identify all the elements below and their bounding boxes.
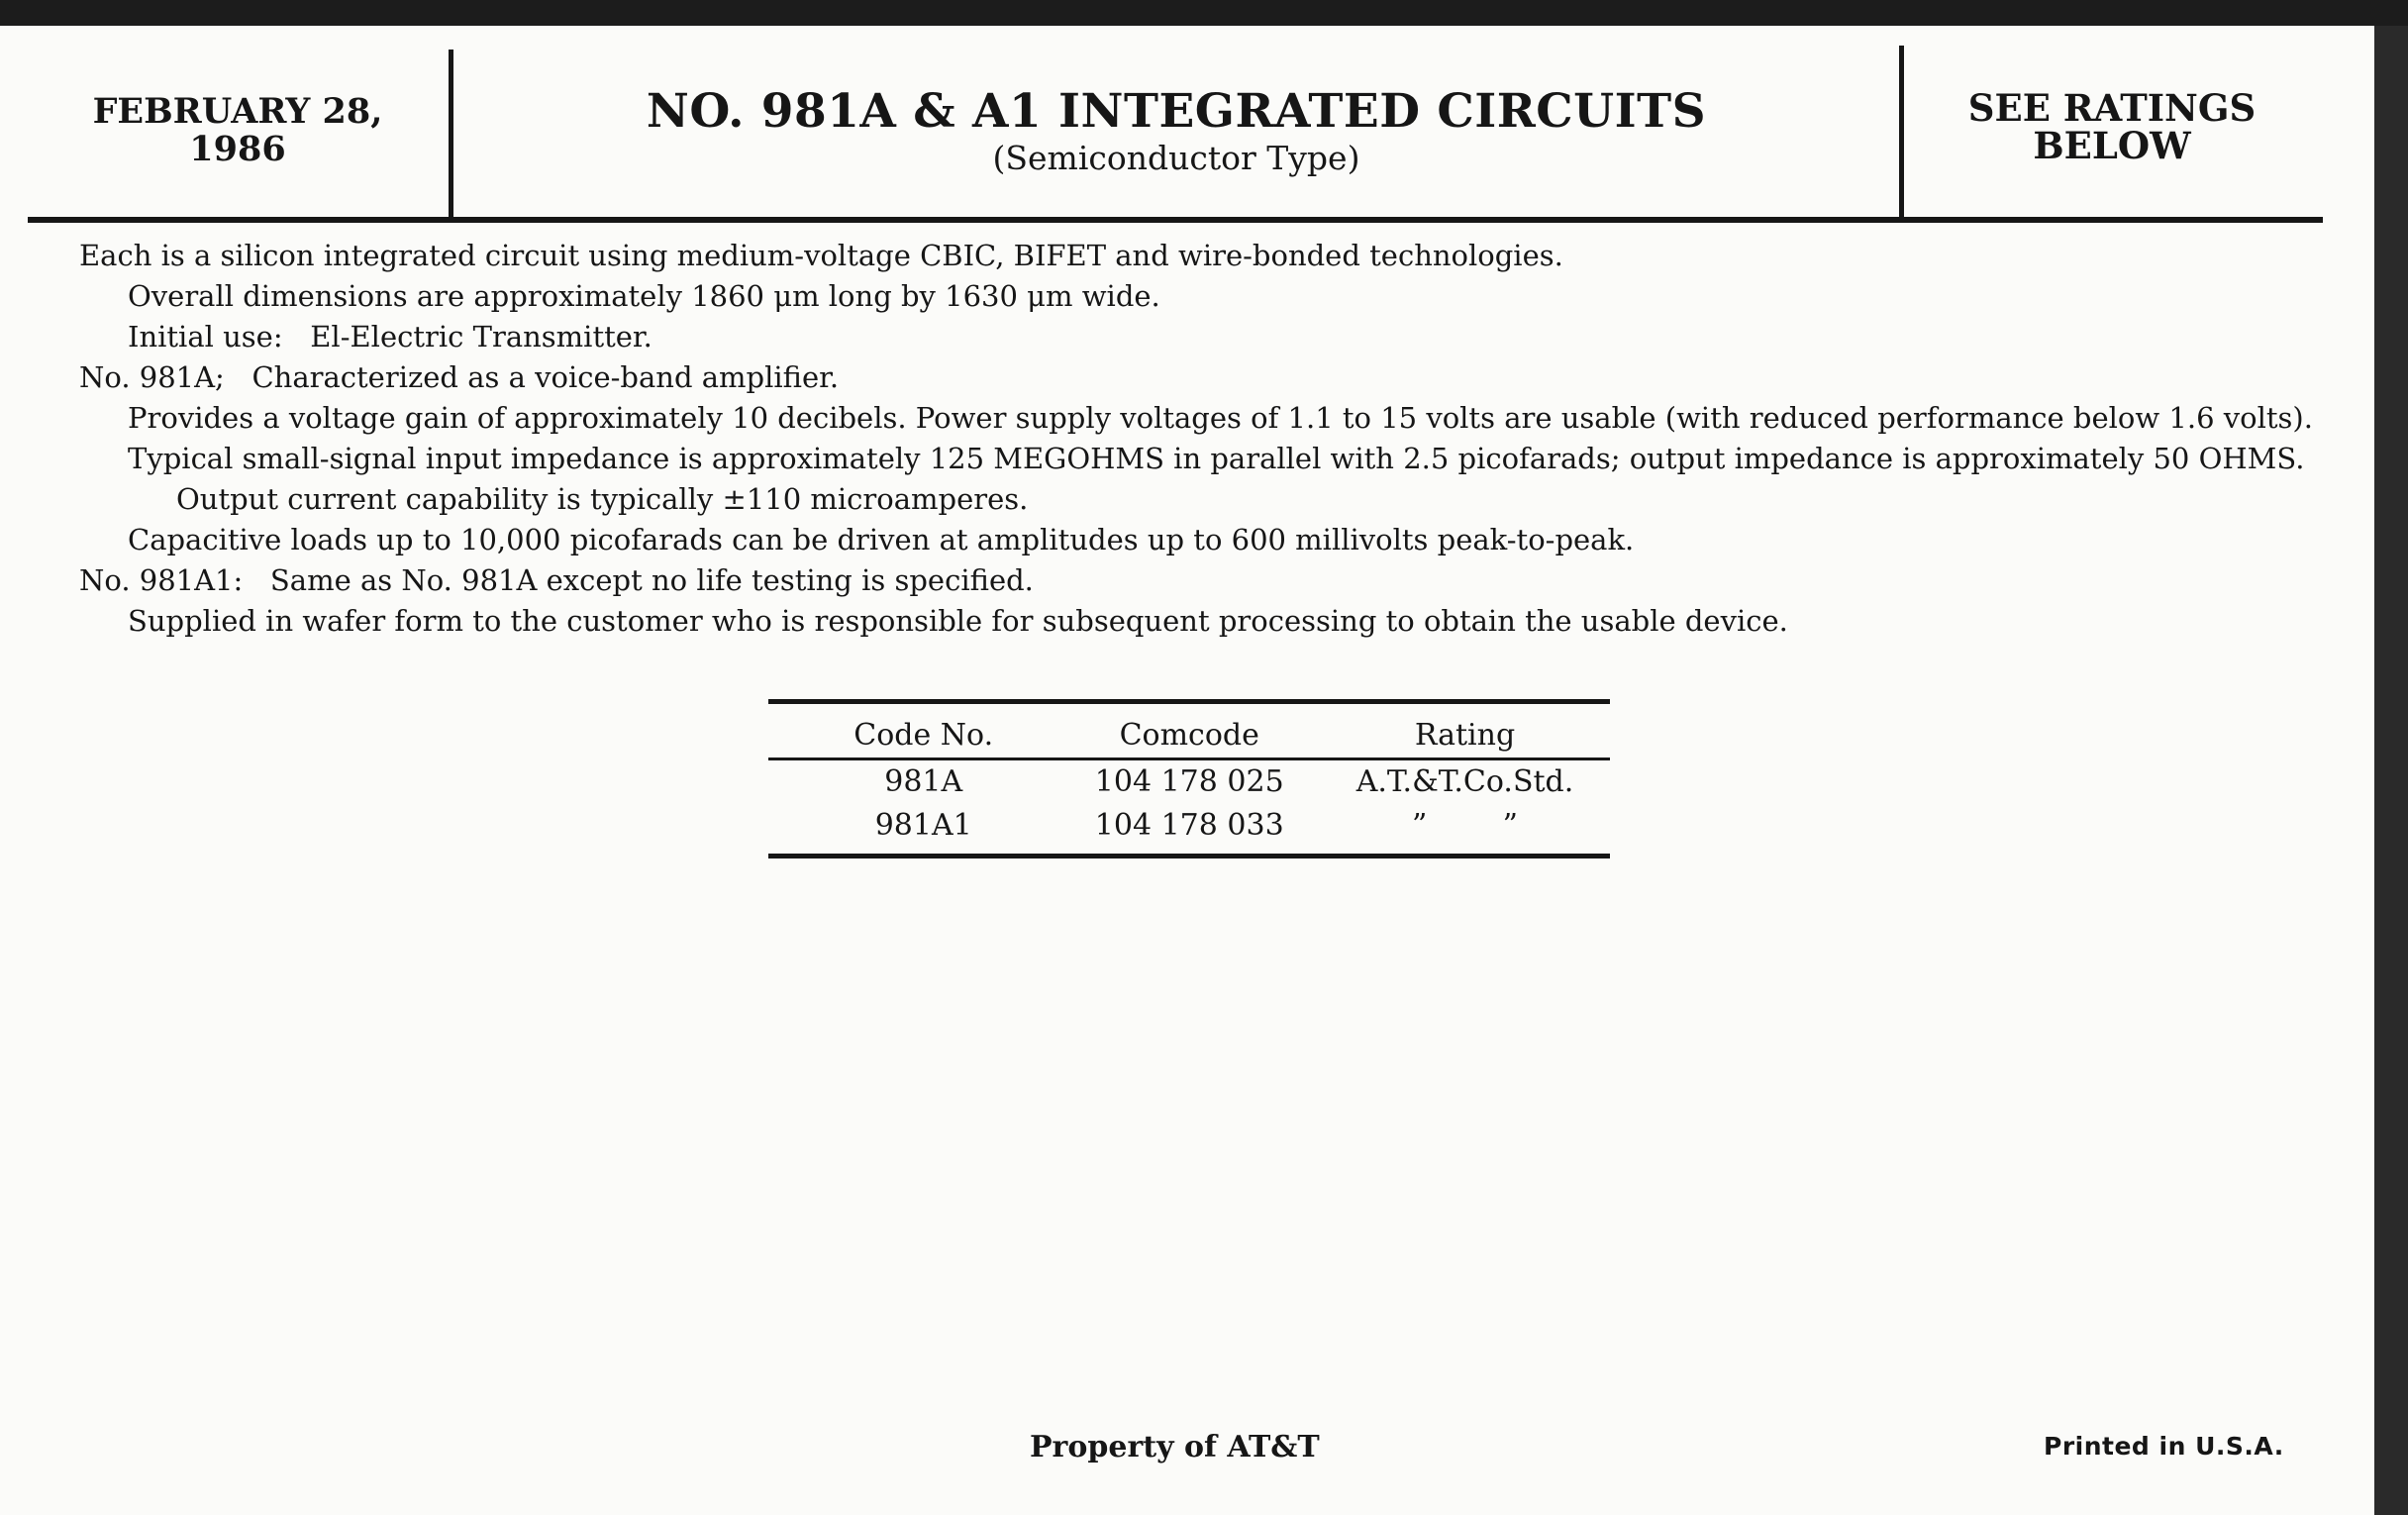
document-card [0,26,2374,1515]
issue-date-line1: FEBRUARY 28, [92,91,383,132]
table-top-rule [768,699,1610,704]
column-header-code: Code No. [853,718,994,753]
paragraph-dimensions: Overall dimensions are approximately 1860 μm long by 1630 μm wide. [128,279,1160,313]
issue-date-line2: 1986 [189,129,286,169]
document-subtitle: (Semiconductor Type) [992,139,1360,177]
ratings-note [1905,86,2319,167]
cell-rating: ” ” [1412,808,1518,843]
paragraph-voltage-gain: Provides a voltage gain of approximately 10 decibels. Power supply voltages of 1.1 to 15 volts are usable (with reduced performance below 1.6 volts). [128,401,2313,435]
cell-rating: A.T.&T.Co.Std. [1355,764,1574,799]
column-header-comcode: Comcode [1119,718,1259,753]
description-body [79,236,2313,642]
table-row [768,804,1610,848]
header-rule [28,217,2323,223]
cell-code: 981A [884,764,963,799]
document-title-block [452,85,1901,178]
cell-code: 981A1 [874,808,972,843]
property-notice: Property of AT&T [1030,1430,1320,1464]
paragraph-981a1-heading: No. 981A1: Same as No. 981A except no life testing is specified. [79,563,1034,597]
cell-comcode: 104 178 025 [1094,764,1284,799]
header-divider-right [1899,46,1904,218]
paragraph-general: Each is a silicon integrated circuit using medium-voltage CBIC, BIFET and wire-bonded technologies. [79,239,1563,272]
issue-date [32,93,444,168]
table-row [768,760,1610,804]
scan-edge [2374,26,2408,1515]
printed-notice: Printed in U.S.A. [2044,1432,2284,1461]
paragraph-capacitive-loads: Capacitive loads up to 10,000 picofarads can be driven at amplitudes up to 600 millivolts peak-to-peak. [128,523,1635,556]
document-title: NO. 981A & A1 INTEGRATED CIRCUITS [646,84,1707,139]
column-header-rating: Rating [1414,718,1516,753]
paragraph-981a-heading: No. 981A; Characterized as a voice-band amplifier. [79,360,840,394]
paragraph-wafer-form: Supplied in wafer form to the customer who is responsible for subsequent processing to obtain the usable device. [128,604,1788,638]
ratings-table [768,699,1610,858]
ratings-note-line1: SEE RATINGS [1967,86,2257,130]
ratings-note-line2: BELOW [2033,124,2191,167]
paragraph-impedance: Typical small-signal input impedance is approximately 125 MEGOHMS in parallel with 2.5 picofarads; output impedance is approximately 50 OHMS. Output current capability is typically ±110 microamperes. [128,442,2305,516]
table-bottom-rule [768,854,1610,858]
cell-comcode: 104 178 033 [1094,808,1284,843]
table-header-row [768,714,1610,758]
paragraph-initial-use: Initial use: El-Electric Transmitter. [128,320,652,354]
